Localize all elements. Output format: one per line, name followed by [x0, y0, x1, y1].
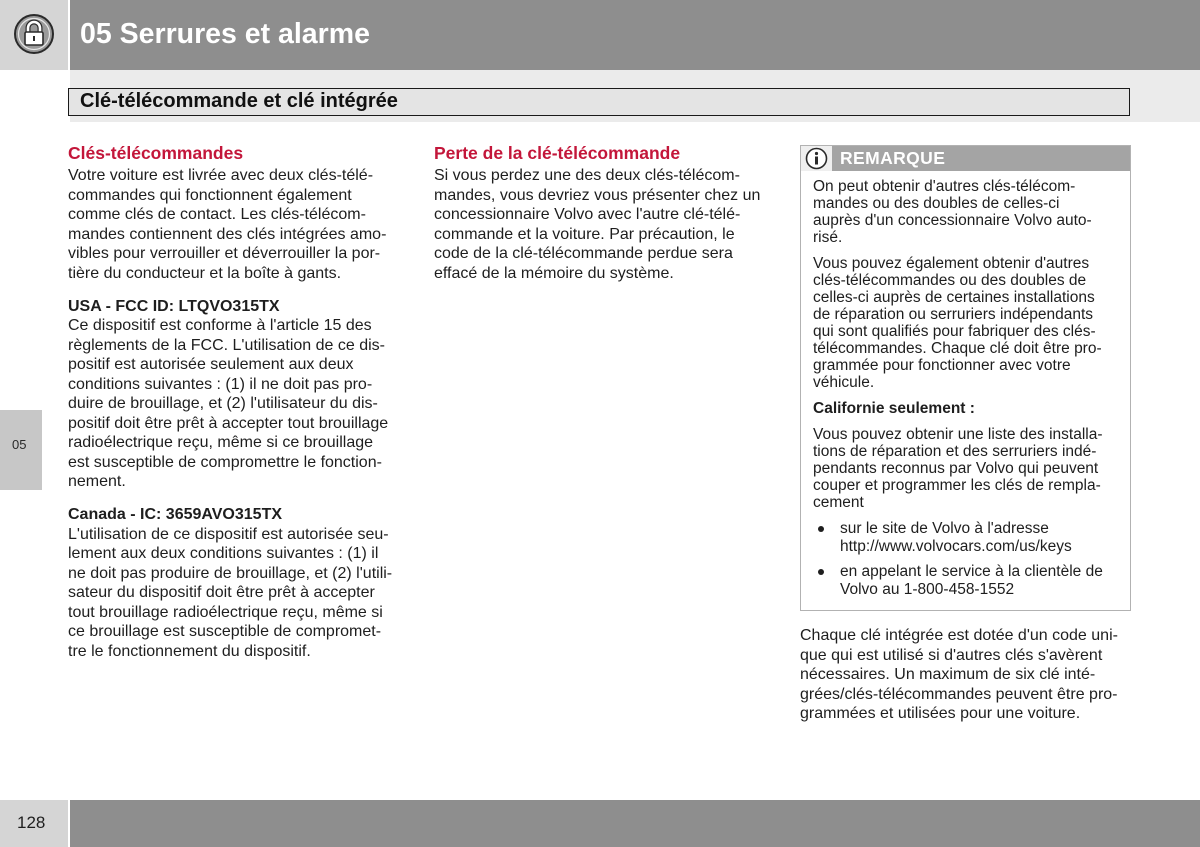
list-item — [813, 520, 1122, 556]
note-paragraph-3: Vous pouvez obtenir une liste des installa- tions de réparation et des serruriers indé- pendants reconnus par Volvo qui peuvent couper et programmer les clés de rempla- cement — [813, 425, 1103, 511]
heading-cles-telecommandes: Clés-télécommandes — [68, 143, 244, 163]
perte-cle-paragraph: Si vous perdez une des deux clés-télécom- mandes, vous devriez vous présenter chez un concessionnaire Volvo avec l'autre clé-télé- commande et la voiture. Par précaution, le code de la clé-télécommande perdue sera effacé de la mémoire du système. — [434, 167, 761, 282]
intro-paragraph: Votre voiture est livrée avec deux clés-télé- commandes qui fonctionnent également comme clés de contact. Les clés-télécom- mandes contiennent des clés intégrées amo- vibles pour verrouiller et déverrouiller la por- tière du conducteur et la boîte à gants. — [68, 167, 387, 282]
note-icon-cell — [801, 146, 832, 171]
section-title-box — [68, 88, 1130, 116]
note-body — [801, 171, 1130, 599]
chapter-header — [70, 0, 1200, 70]
column-left — [68, 143, 413, 661]
chapter-side-tab — [0, 410, 42, 490]
canada-ic-heading: Canada - IC: 3659AVO315TX — [68, 506, 283, 524]
list-item — [813, 563, 1122, 599]
footer-bar — [70, 800, 1200, 847]
note-subheading-californie: Californie seulement : — [813, 399, 975, 417]
side-tab-label: 05 — [12, 437, 27, 452]
canada-ic-paragraph: L'utilisation de ce dispositif est autorisée seu- lement aux deux conditions suivantes : (1) il ne doit pas produire de brouillage, et (2) l'utili- sateur du dispositif doit être prêt à accepter tout brouillage radioélectrique reçu, même si ce brouillage est susceptible de compromet- tre le fonctionnement du dispositif. — [68, 525, 393, 660]
bullet-text-website: sur le site de Volvo à l'adresse http://www.volvocars.com/us/keys — [840, 520, 1072, 555]
bullet-dot — [818, 569, 824, 575]
note-box — [800, 145, 1131, 611]
page-number: 128 — [17, 813, 46, 832]
cle-integree-paragraph: Chaque clé intégrée est dotée d'un code uni- que qui est utilisé si d'autres clés s'avèrent nécessaires. Un maximum de six clé inté- grées/clés-télécommandes peuvent être pro- grammées et utilisées pour une voiture. — [800, 627, 1118, 723]
usa-fcc-paragraph: Ce dispositif est conforme à l'article 15 des règlements de la FCC. L'utilisation de ce dis- positif est autorisée seulement aux deux conditions suivantes : (1) il ne doit pas pro- duire de brouillage, et (2) l'utilisateur du dis- positif doit être prêt à accepter tout brouillage radioélectrique reçu, même si ce brouillage est susceptible de compromettre le fonction- nement. — [68, 317, 389, 491]
lock-icon — [13, 13, 55, 55]
note-bullet-list — [813, 520, 1122, 599]
heading-perte-cle: Perte de la clé-télécommande — [434, 143, 681, 163]
chapter-icon-box — [0, 0, 68, 70]
column-right-body — [800, 626, 1140, 724]
bullet-text-phone: en appelant le service à la clientèle de Volvo au 1-800-458-1552 — [840, 563, 1103, 598]
column-middle — [434, 143, 779, 283]
note-paragraph-2: Vous pouvez également obtenir d'autres clés-télécommandes ou des doubles de celles-ci auprès de certaines installations de réparation ou serruriers indépendants qui sont qualifiés pour fabriquer des clés- télécommandes. Chaque clé doit être pro- grammée pour fonctionner avec votre véhicule. — [813, 254, 1102, 391]
bullet-dot — [818, 526, 824, 532]
note-paragraph-1: On peut obtenir d'autres clés-télécom- mandes ou des doubles de celles-ci auprès d'un concessionnaire Volvo auto- risé. — [813, 177, 1092, 246]
section-title: Clé-télécommande et clé intégrée — [80, 90, 398, 112]
page-number-box — [0, 800, 68, 847]
info-icon — [805, 147, 828, 170]
note-header — [801, 146, 1130, 171]
chapter-title: 05 Serrures et alarme — [80, 18, 370, 50]
usa-fcc-heading: USA - FCC ID: LTQVO315TX — [68, 297, 280, 315]
note-label: REMARQUE — [840, 148, 946, 168]
